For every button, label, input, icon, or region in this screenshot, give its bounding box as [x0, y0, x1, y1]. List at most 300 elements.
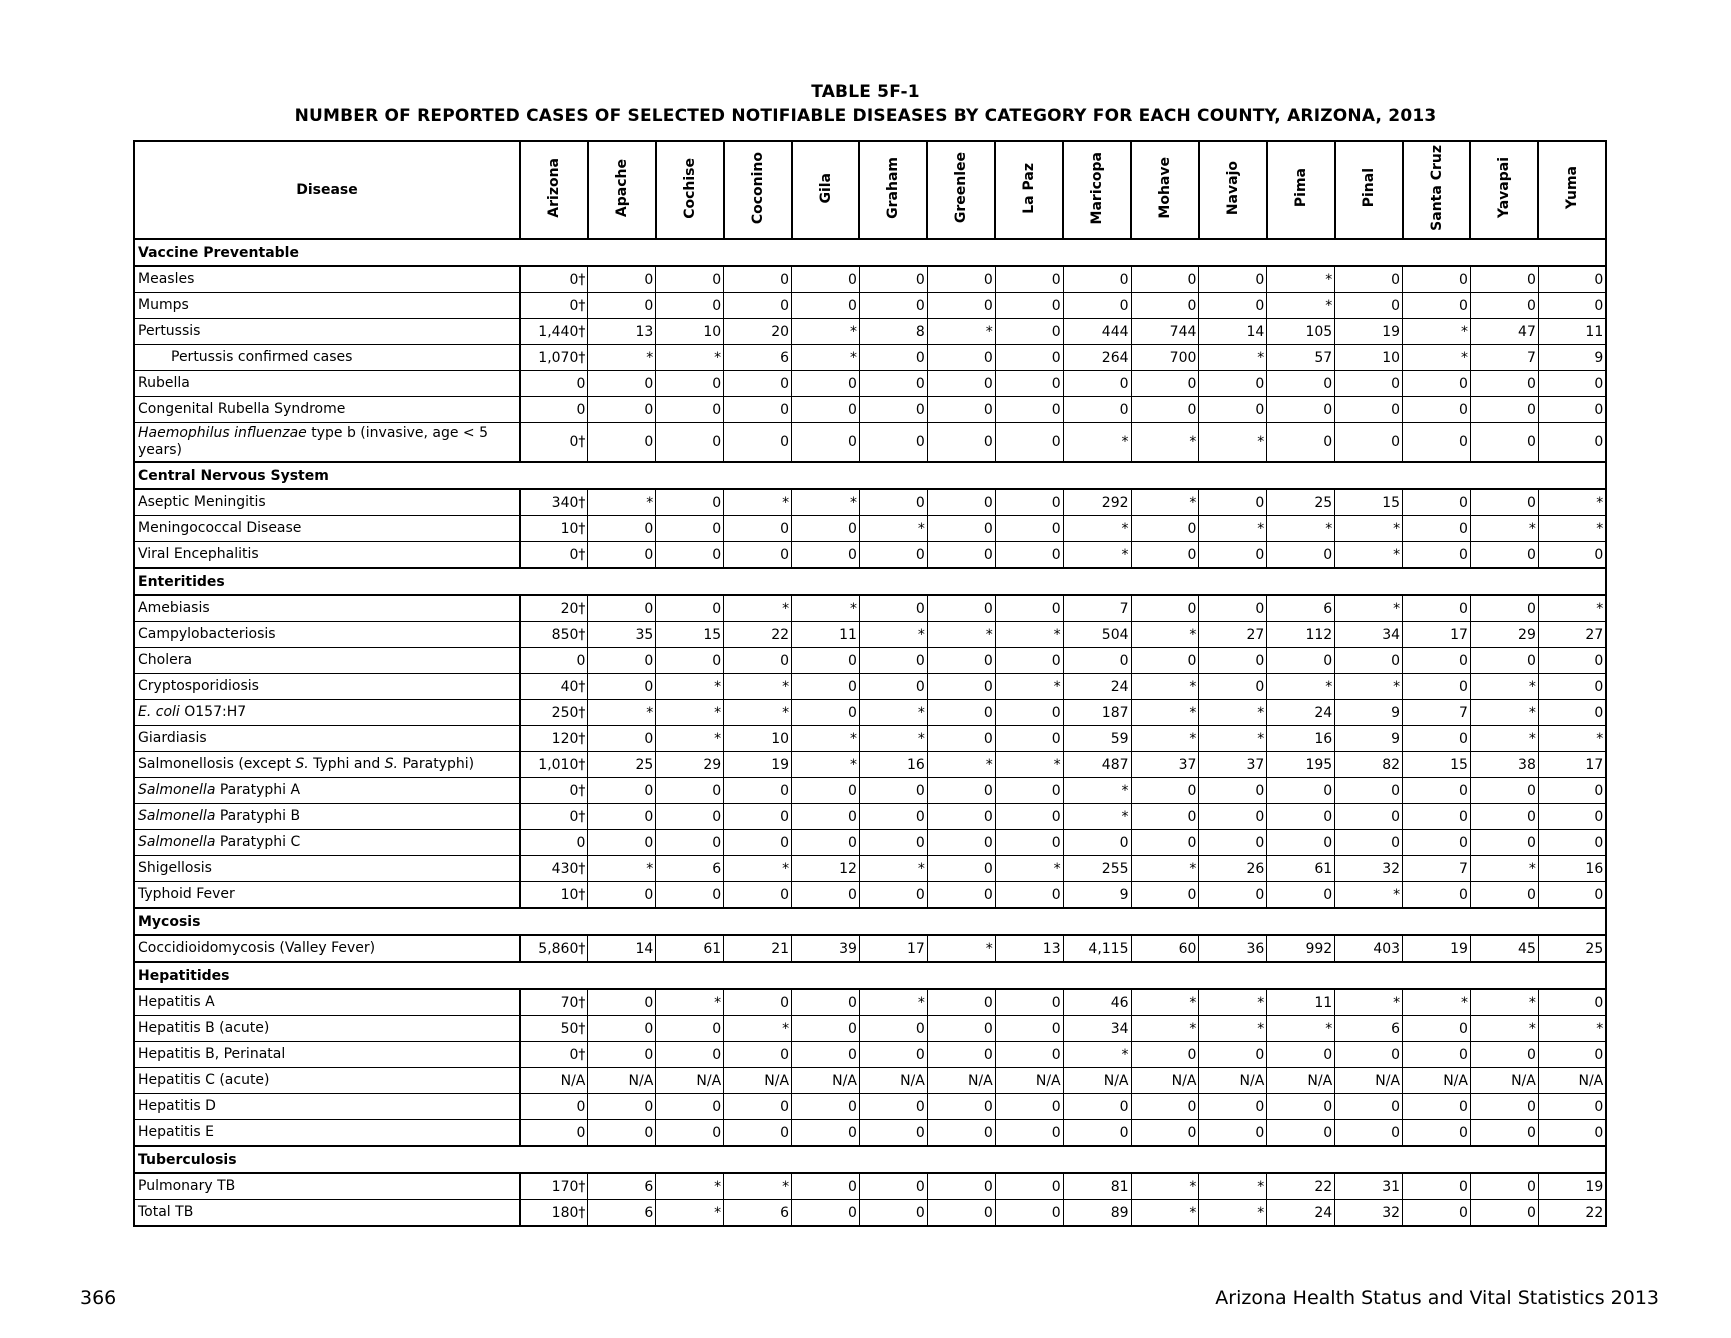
organism-name: Salmonella: [138, 834, 216, 850]
cell-mohave: 0: [1131, 882, 1199, 909]
cell-pima: *: [1267, 1016, 1335, 1042]
cell-navajo: 0: [1199, 648, 1267, 674]
disease-name-text: Cholera: [138, 652, 193, 668]
cell-yuma: 17: [1538, 752, 1606, 778]
cell-greenlee: 0: [927, 726, 995, 752]
column-header-label: Apache: [613, 158, 630, 218]
cell-maricopa: 504: [1063, 622, 1131, 648]
cell-yavapai: 45: [1470, 935, 1538, 962]
cell-santa-cruz: *: [1403, 989, 1471, 1016]
cell-yavapai: 0: [1470, 830, 1538, 856]
cell-cochise: 0: [656, 489, 724, 516]
cell-santa-cruz: 7: [1403, 856, 1471, 882]
column-header-label: Yavapai: [1496, 157, 1513, 219]
cell-pima: 24: [1267, 700, 1335, 726]
cell-yavapai: 0: [1470, 1120, 1538, 1147]
cell-maricopa: 89: [1063, 1200, 1131, 1227]
disease-name: [134, 622, 520, 648]
cell-cochise: 61: [656, 935, 724, 962]
disease-name: [134, 1200, 520, 1227]
cell-coconino: *: [724, 489, 792, 516]
column-header-pinal: [1335, 141, 1403, 239]
cell-maricopa: 0: [1063, 293, 1131, 319]
cell-yuma: 27: [1538, 622, 1606, 648]
cell-cochise: 6: [656, 856, 724, 882]
cell-navajo: 26: [1199, 856, 1267, 882]
cell-navajo: 36: [1199, 935, 1267, 962]
cell-yavapai: 0: [1470, 804, 1538, 830]
cell-mohave: 0: [1131, 371, 1199, 397]
cell-yuma: *: [1538, 595, 1606, 622]
cell-yuma: *: [1538, 1016, 1606, 1042]
cell-yuma: 0: [1538, 804, 1606, 830]
disease-name: [134, 1120, 520, 1147]
column-header-label: Santa Cruz: [1428, 145, 1445, 231]
column-header-label: Graham: [885, 157, 902, 219]
disease-name: [134, 345, 520, 371]
cell-pima: 25: [1267, 489, 1335, 516]
cell-maricopa: 7: [1063, 595, 1131, 622]
disease-name-text: Cryptosporidiosis: [138, 678, 259, 694]
cell-greenlee: 0: [927, 595, 995, 622]
cell-gila: 0: [792, 1016, 860, 1042]
cell-maricopa: N/A: [1063, 1068, 1131, 1094]
cell-santa-cruz: *: [1403, 319, 1471, 345]
cell-yavapai: 0: [1470, 1094, 1538, 1120]
cell-apache: 0: [588, 293, 656, 319]
cell-mohave: *: [1131, 1173, 1199, 1200]
column-header-maricopa: [1063, 141, 1131, 239]
cell-yuma: *: [1538, 516, 1606, 542]
cell-cochise: *: [656, 989, 724, 1016]
cell-mohave: 0: [1131, 830, 1199, 856]
cell-pinal: 31: [1335, 1173, 1403, 1200]
table-title: NUMBER OF REPORTED CASES OF SELECTED NOTIFIABLE DISEASES BY CATEGORY FOR EACH COUNTY, ARIZONA, 2013: [294, 106, 1437, 126]
cell-la-paz: 0: [995, 319, 1063, 345]
table-row: [134, 542, 1606, 569]
cell-navajo: 0: [1199, 371, 1267, 397]
cell-apache: 0: [588, 423, 656, 463]
disease-name: [134, 319, 520, 345]
cell-yuma: 0: [1538, 1094, 1606, 1120]
disease-name-text: Pulmonary TB: [138, 1178, 236, 1194]
cell-mohave: 0: [1131, 1094, 1199, 1120]
cell-pima: 0: [1267, 830, 1335, 856]
cell-pima: 0: [1267, 371, 1335, 397]
cell-yuma: 0: [1538, 700, 1606, 726]
cell-cochise: *: [656, 1200, 724, 1227]
cell-maricopa: 24: [1063, 674, 1131, 700]
cell-yuma: 19: [1538, 1173, 1606, 1200]
cell-graham: 0: [859, 423, 927, 463]
cell-graham: 0: [859, 882, 927, 909]
cell-pima: *: [1267, 516, 1335, 542]
cell-pinal: 0: [1335, 397, 1403, 423]
cell-greenlee: 0: [927, 700, 995, 726]
cell-coconino: 0: [724, 1042, 792, 1068]
column-header-label: Pima: [1292, 168, 1309, 208]
disease-name-text: Measles: [138, 271, 195, 287]
cell-greenlee: 0: [927, 648, 995, 674]
cell-la-paz: 0: [995, 516, 1063, 542]
table-row: [134, 882, 1606, 909]
cell-cochise: 0: [656, 1042, 724, 1068]
cell-greenlee: 0: [927, 423, 995, 463]
cell-pinal: 0: [1335, 1120, 1403, 1147]
disease-name-text: Pertussis: [138, 323, 201, 339]
cell-santa-cruz: 0: [1403, 778, 1471, 804]
cell-navajo: 37: [1199, 752, 1267, 778]
cell-coconino: 0: [724, 882, 792, 909]
cell-pima: 0: [1267, 778, 1335, 804]
cell-cochise: 10: [656, 319, 724, 345]
cell-mohave: *: [1131, 622, 1199, 648]
cell-mohave: *: [1131, 1016, 1199, 1042]
cell-cochise: 29: [656, 752, 724, 778]
cell-greenlee: 0: [927, 989, 995, 1016]
organism-name: Haemophilus influenzae: [138, 425, 307, 441]
cell-gila: 39: [792, 935, 860, 962]
cell-apache: *: [588, 700, 656, 726]
cell-pinal: 0: [1335, 293, 1403, 319]
cell-gila: 0: [792, 778, 860, 804]
cell-arizona: 180†: [520, 1200, 588, 1227]
disease-name-text: Hepatitis E: [138, 1124, 214, 1140]
cell-pima: 0: [1267, 804, 1335, 830]
category-label: Central Nervous System: [134, 462, 1606, 489]
cell-arizona: 0: [520, 1120, 588, 1147]
column-header-label: Mohave: [1156, 157, 1173, 219]
cell-gila: *: [792, 595, 860, 622]
cell-apache: 0: [588, 266, 656, 293]
cell-maricopa: *: [1063, 423, 1131, 463]
disease-name: [134, 266, 520, 293]
cell-navajo: 0: [1199, 542, 1267, 569]
cell-mohave: 0: [1131, 542, 1199, 569]
column-header-coconino: [724, 141, 792, 239]
cell-yuma: 0: [1538, 882, 1606, 909]
cell-pima: 0: [1267, 648, 1335, 674]
cell-apache: 35: [588, 622, 656, 648]
cell-arizona: 120†: [520, 726, 588, 752]
cell-gila: 0: [792, 830, 860, 856]
cell-yavapai: 0: [1470, 293, 1538, 319]
cell-maricopa: *: [1063, 778, 1131, 804]
cell-yuma: *: [1538, 726, 1606, 752]
cell-pima: 0: [1267, 1120, 1335, 1147]
cell-santa-cruz: 0: [1403, 266, 1471, 293]
table-row: [134, 319, 1606, 345]
cell-coconino: 0: [724, 266, 792, 293]
column-header-label: Gila: [817, 172, 834, 204]
cell-yavapai: *: [1470, 674, 1538, 700]
disease-name: [134, 489, 520, 516]
cell-santa-cruz: 0: [1403, 1016, 1471, 1042]
disease-name-text: Paratyphi A: [215, 782, 301, 798]
cell-apache: 13: [588, 319, 656, 345]
cell-pinal: *: [1335, 542, 1403, 569]
cell-mohave: 0: [1131, 397, 1199, 423]
column-header-label: La Paz: [1021, 162, 1038, 214]
cell-maricopa: 444: [1063, 319, 1131, 345]
cell-maricopa: 81: [1063, 1173, 1131, 1200]
column-header-label: Greenlee: [953, 152, 970, 224]
disease-name: [134, 542, 520, 569]
cell-greenlee: 0: [927, 489, 995, 516]
disease-name-text: type b (invasive, age < 5 years): [138, 425, 488, 458]
cell-navajo: *: [1199, 1173, 1267, 1200]
cell-la-paz: 13: [995, 935, 1063, 962]
cell-arizona: 0: [520, 830, 588, 856]
table-row: [134, 856, 1606, 882]
cell-arizona: 250†: [520, 700, 588, 726]
cell-santa-cruz: 0: [1403, 1094, 1471, 1120]
cell-apache: 0: [588, 542, 656, 569]
cell-navajo: *: [1199, 1016, 1267, 1042]
disease-name-text: Meningococcal Disease: [138, 520, 302, 536]
table-row: [134, 345, 1606, 371]
cell-greenlee: 0: [927, 1094, 995, 1120]
cell-apache: 0: [588, 648, 656, 674]
cell-navajo: 0: [1199, 1042, 1267, 1068]
cell-graham: *: [859, 516, 927, 542]
disease-name: [134, 1173, 520, 1200]
cell-yavapai: 0: [1470, 778, 1538, 804]
cell-apache: 14: [588, 935, 656, 962]
cell-gila: *: [792, 752, 860, 778]
cell-gila: 0: [792, 989, 860, 1016]
cell-coconino: N/A: [724, 1068, 792, 1094]
column-header-greenlee: [927, 141, 995, 239]
cell-yuma: 0: [1538, 371, 1606, 397]
cell-yavapai: 38: [1470, 752, 1538, 778]
cell-maricopa: 0: [1063, 830, 1131, 856]
cell-santa-cruz: 0: [1403, 516, 1471, 542]
cell-coconino: 0: [724, 1120, 792, 1147]
cell-maricopa: 255: [1063, 856, 1131, 882]
cell-mohave: 0: [1131, 778, 1199, 804]
cell-arizona: 850†: [520, 622, 588, 648]
cell-arizona: 0: [520, 371, 588, 397]
cell-maricopa: *: [1063, 542, 1131, 569]
cell-graham: 0: [859, 1042, 927, 1068]
column-header-navajo: [1199, 141, 1267, 239]
cell-greenlee: *: [927, 622, 995, 648]
disease-name: [134, 856, 520, 882]
cell-greenlee: 0: [927, 1120, 995, 1147]
cell-santa-cruz: 0: [1403, 830, 1471, 856]
cell-gila: 0: [792, 397, 860, 423]
cell-pinal: 34: [1335, 622, 1403, 648]
cell-pima: 0: [1267, 1094, 1335, 1120]
cell-navajo: 0: [1199, 595, 1267, 622]
cell-graham: 0: [859, 489, 927, 516]
cell-mohave: 0: [1131, 595, 1199, 622]
cell-yavapai: 0: [1470, 542, 1538, 569]
cell-arizona: 0: [520, 648, 588, 674]
cell-gila: 0: [792, 882, 860, 909]
cell-yuma: N/A: [1538, 1068, 1606, 1094]
organism-name: E. coli: [138, 704, 180, 720]
cell-navajo: *: [1199, 989, 1267, 1016]
cell-santa-cruz: 0: [1403, 542, 1471, 569]
category-row: [134, 962, 1606, 989]
cell-mohave: N/A: [1131, 1068, 1199, 1094]
cell-coconino: 6: [724, 1200, 792, 1227]
cell-graham: 0: [859, 648, 927, 674]
cell-la-paz: 0: [995, 882, 1063, 909]
cell-santa-cruz: 0: [1403, 293, 1471, 319]
disease-name-text: Coccidioidomycosis (Valley Fever): [138, 940, 376, 956]
column-header-label: Cochise: [681, 157, 698, 219]
disease-name-text: Paratyphi B: [215, 808, 301, 824]
table-row: [134, 622, 1606, 648]
cell-santa-cruz: 0: [1403, 1120, 1471, 1147]
cell-pinal: *: [1335, 516, 1403, 542]
cell-mohave: 0: [1131, 1042, 1199, 1068]
cell-yavapai: 0: [1470, 1042, 1538, 1068]
cell-greenlee: 0: [927, 674, 995, 700]
cell-pima: 0: [1267, 882, 1335, 909]
cell-arizona: 10†: [520, 882, 588, 909]
cell-pinal: N/A: [1335, 1068, 1403, 1094]
cell-santa-cruz: N/A: [1403, 1068, 1471, 1094]
cell-greenlee: 0: [927, 345, 995, 371]
cell-maricopa: 292: [1063, 489, 1131, 516]
cell-greenlee: 0: [927, 266, 995, 293]
table-row: [134, 752, 1606, 778]
cell-graham: 0: [859, 266, 927, 293]
cell-maricopa: 487: [1063, 752, 1131, 778]
cell-navajo: 0: [1199, 489, 1267, 516]
cell-gila: 0: [792, 700, 860, 726]
disease-name-part: Paratyphi): [398, 756, 475, 772]
cell-graham: 17: [859, 935, 927, 962]
cell-la-paz: 0: [995, 700, 1063, 726]
cell-navajo: 14: [1199, 319, 1267, 345]
cell-arizona: 0†: [520, 542, 588, 569]
cell-coconino: 10: [724, 726, 792, 752]
cell-maricopa: 187: [1063, 700, 1131, 726]
disease-name-text: Aseptic Meningitis: [138, 494, 266, 510]
cell-navajo: 0: [1199, 1094, 1267, 1120]
table-body: [134, 239, 1606, 1226]
cell-greenlee: *: [927, 319, 995, 345]
cell-arizona: 0†: [520, 266, 588, 293]
cell-pinal: 0: [1335, 830, 1403, 856]
cell-pima: 112: [1267, 622, 1335, 648]
cell-arizona: 5,860†: [520, 935, 588, 962]
disease-name-text: Mumps: [138, 297, 189, 313]
cell-maricopa: 0: [1063, 1094, 1131, 1120]
table-row: [134, 1068, 1606, 1094]
cell-greenlee: 0: [927, 1016, 995, 1042]
cell-apache: 0: [588, 516, 656, 542]
disease-name: [134, 397, 520, 423]
cell-la-paz: 0: [995, 489, 1063, 516]
cell-cochise: 0: [656, 516, 724, 542]
cell-la-paz: 0: [995, 371, 1063, 397]
cell-cochise: 0: [656, 1120, 724, 1147]
cell-gila: 0: [792, 1120, 860, 1147]
disease-name-text: Hepatitis D: [138, 1098, 216, 1114]
cell-navajo: *: [1199, 516, 1267, 542]
category-row: [134, 568, 1606, 595]
cell-yavapai: *: [1470, 700, 1538, 726]
cell-maricopa: 264: [1063, 345, 1131, 371]
cell-pima: 105: [1267, 319, 1335, 345]
cell-mohave: *: [1131, 489, 1199, 516]
cell-pinal: 0: [1335, 371, 1403, 397]
table-row: [134, 726, 1606, 752]
cell-mohave: *: [1131, 726, 1199, 752]
cell-apache: *: [588, 856, 656, 882]
cell-greenlee: 0: [927, 1173, 995, 1200]
cell-cochise: *: [656, 726, 724, 752]
cell-apache: 0: [588, 1016, 656, 1042]
cell-cochise: 0: [656, 1094, 724, 1120]
cell-santa-cruz: 0: [1403, 423, 1471, 463]
cell-pinal: 403: [1335, 935, 1403, 962]
cell-coconino: 0: [724, 989, 792, 1016]
disease-name: [134, 293, 520, 319]
table-row: [134, 1120, 1606, 1147]
cell-cochise: 0: [656, 397, 724, 423]
cell-graham: 0: [859, 595, 927, 622]
cell-arizona: 0: [520, 1094, 588, 1120]
header-row: [134, 141, 1606, 239]
cell-la-paz: 0: [995, 345, 1063, 371]
cell-yuma: 0: [1538, 989, 1606, 1016]
cell-apache: 0: [588, 882, 656, 909]
cell-graham: N/A: [859, 1068, 927, 1094]
cell-yavapai: 47: [1470, 319, 1538, 345]
publication-name: Arizona Health Status and Vital Statistics 2013: [1215, 1287, 1659, 1309]
cell-yuma: 0: [1538, 1120, 1606, 1147]
cell-maricopa: *: [1063, 804, 1131, 830]
cell-pima: 22: [1267, 1173, 1335, 1200]
cell-santa-cruz: 0: [1403, 397, 1471, 423]
cell-arizona: 430†: [520, 856, 588, 882]
cell-yavapai: 0: [1470, 882, 1538, 909]
cell-yavapai: *: [1470, 1016, 1538, 1042]
table-row: [134, 1173, 1606, 1200]
cell-cochise: 0: [656, 293, 724, 319]
cell-coconino: 0: [724, 542, 792, 569]
cell-coconino: 21: [724, 935, 792, 962]
cell-gila: 0: [792, 542, 860, 569]
cell-arizona: 0†: [520, 293, 588, 319]
cell-pima: 0: [1267, 1042, 1335, 1068]
cell-coconino: 0: [724, 804, 792, 830]
disease-table: [133, 140, 1607, 1227]
column-header-pima: [1267, 141, 1335, 239]
cell-pima: 0: [1267, 397, 1335, 423]
disease-name: [134, 1094, 520, 1120]
cell-yuma: 16: [1538, 856, 1606, 882]
cell-apache: 0: [588, 726, 656, 752]
cell-arizona: 1,010†: [520, 752, 588, 778]
cell-la-paz: 0: [995, 989, 1063, 1016]
cell-pima: 61: [1267, 856, 1335, 882]
disease-name-text: Pertussis confirmed cases: [171, 349, 353, 365]
cell-maricopa: 46: [1063, 989, 1131, 1016]
table-row: [134, 1016, 1606, 1042]
cell-cochise: N/A: [656, 1068, 724, 1094]
cell-navajo: 0: [1199, 293, 1267, 319]
disease-name-text: Amebiasis: [138, 600, 210, 616]
cell-cochise: 15: [656, 622, 724, 648]
